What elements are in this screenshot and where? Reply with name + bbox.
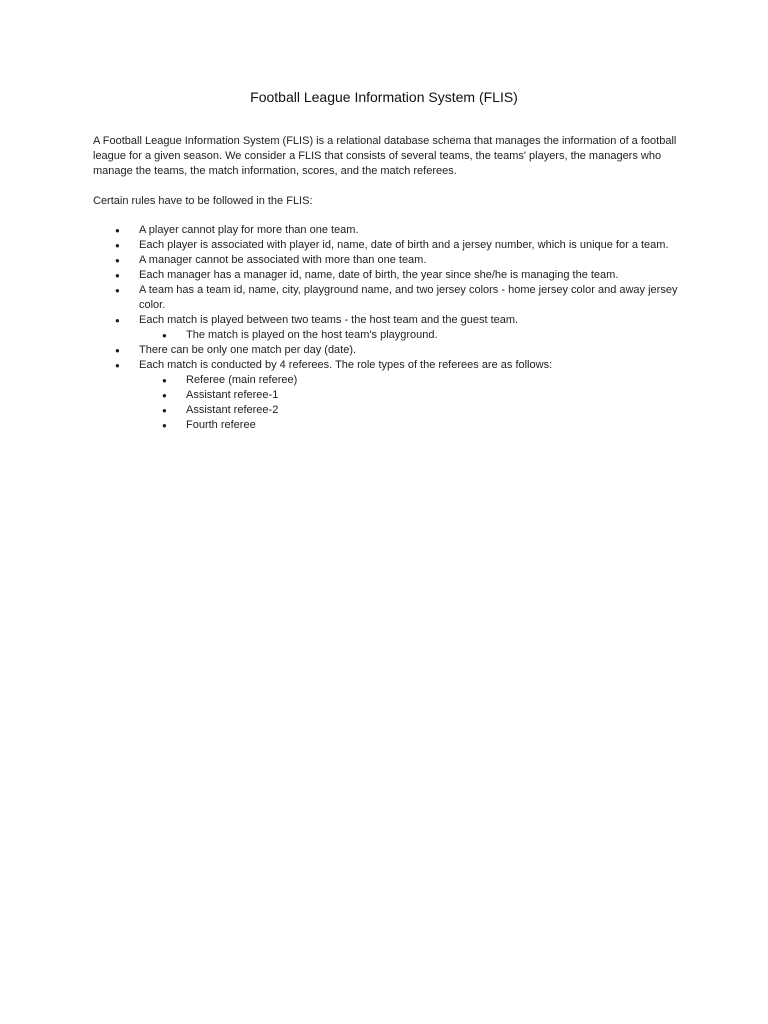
rule-item: ● A manager cannot be associated with more than one team. (93, 253, 683, 268)
rule-subitem: ● Referee (main referee) (93, 373, 683, 388)
rule-subitem: ● The match is played on the host team's playground. (93, 328, 683, 343)
rule-item: ● A team has a team id, name, city, playground name, and two jersey colors - home jersey color and away jersey color. (93, 283, 683, 313)
document-title: Football League Information System (FLIS) (250, 89, 518, 105)
rule-item: ● Each match is played between two teams - the host team and the guest team. (93, 313, 683, 328)
rules-intro-paragraph: Certain rules have to be followed in the FLIS: (93, 195, 313, 207)
rule-item: ● A player cannot play for more than one team. (93, 223, 683, 238)
intro-paragraph: A Football League Information System (FLIS) is a relational database schema that manages the information of a football league for a given season. We consider a FLIS that consists of several teams, the teams' players, the managers who manage the teams, the match information, scores, and the match referees. (93, 135, 677, 177)
rule-item: ● Each match is conducted by 4 referees. The role types of the referees are as follows: (93, 358, 683, 373)
rule-item: ● There can be only one match per day (date). (93, 343, 683, 358)
rules-list (93, 223, 683, 433)
rule-subitem: ● Fourth referee (93, 418, 683, 433)
rule-item: ● Each manager has a manager id, name, date of birth, the year since she/he is managing the team. (93, 268, 683, 283)
rule-subitem: ● Assistant referee-2 (93, 403, 683, 418)
rule-item: ● Each player is associated with player id, name, date of birth and a jersey number, which is unique for a team. (93, 238, 683, 253)
rule-subitem: ● Assistant referee-1 (93, 388, 683, 403)
